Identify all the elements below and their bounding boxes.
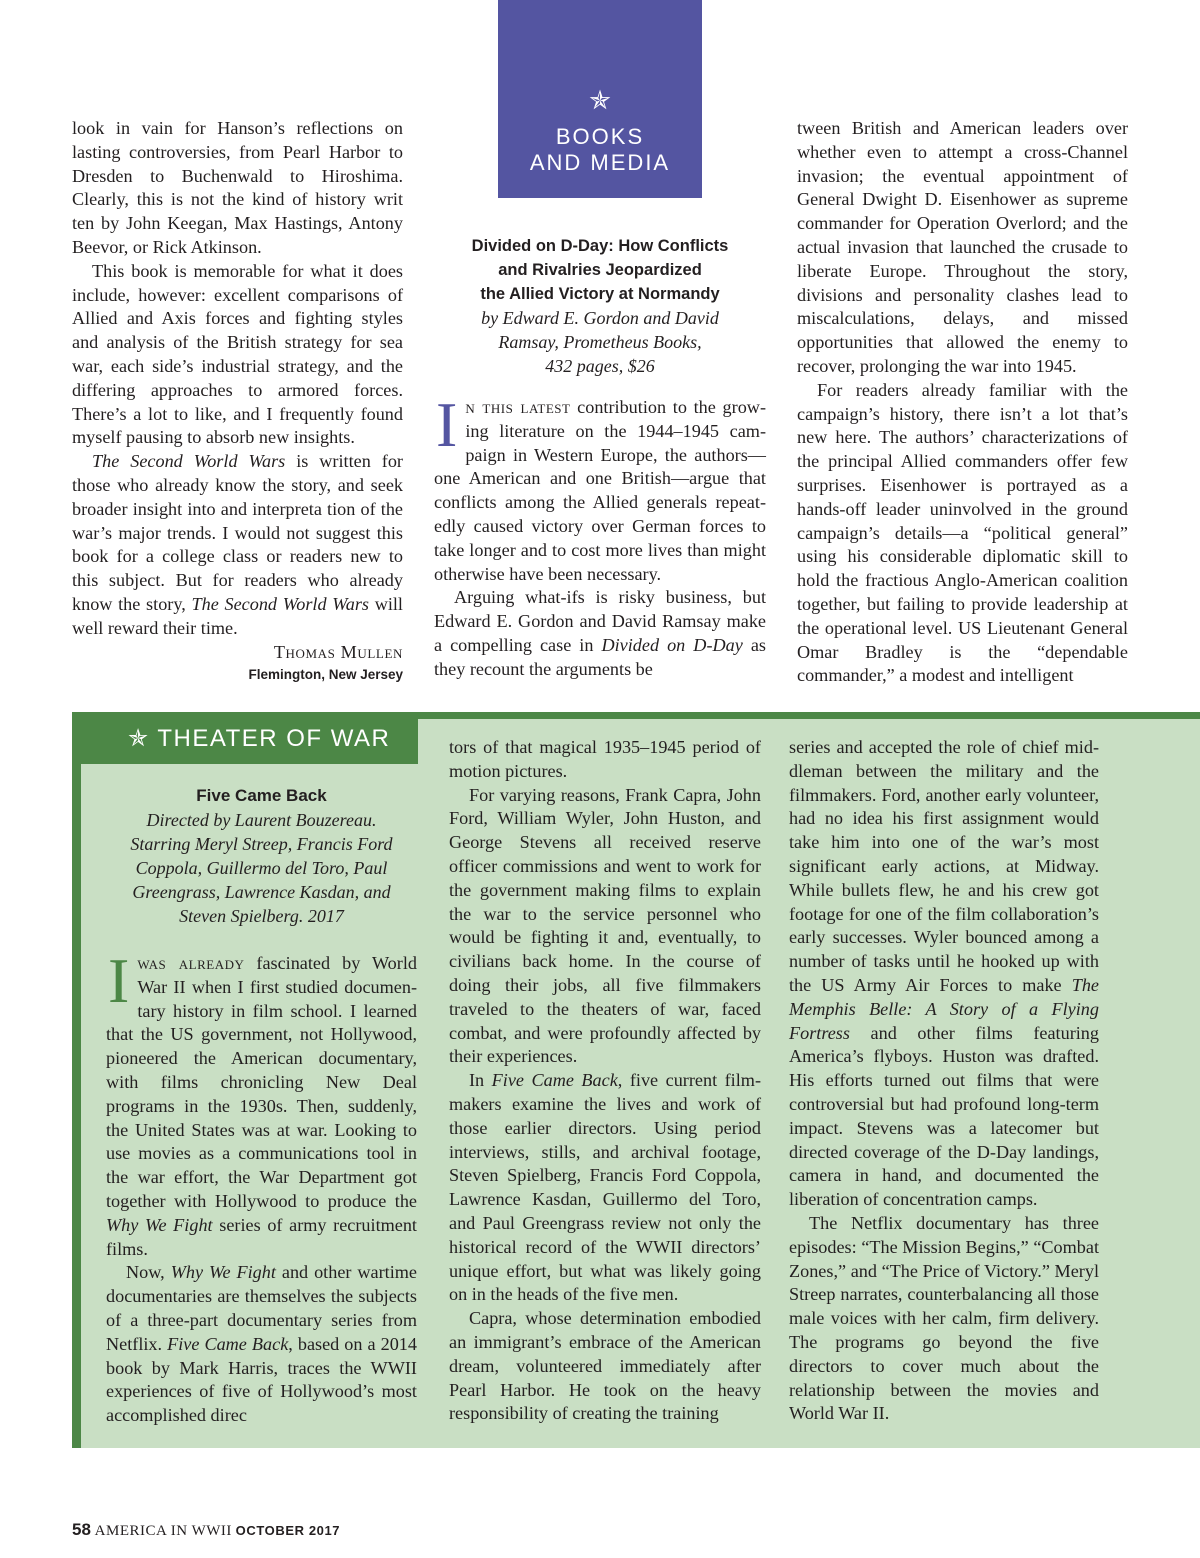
book-heading — [434, 234, 766, 378]
lead-in: was already — [137, 953, 245, 973]
body-paragraph: The Second World Wars is written for those who already know the story, and seek broader insight into and interpreta tion of the war’s major trends. I would not suggest this book for a college class or readers new to this subject. But for readers who already know the story, The Second World Wars will well reward their time. — [72, 451, 403, 638]
drop-cap: I — [108, 945, 130, 1016]
film-credits: Directed by Laurent Bouzereau. — [146, 810, 377, 830]
panel-border-top — [418, 712, 1200, 719]
book-title-line: Divided on D-Day: How Conflicts — [471, 237, 729, 255]
book-title-line: and Rivalries Jeopardized — [498, 261, 702, 279]
film-credits: Starring Meryl Streep, Francis Ford — [130, 834, 393, 854]
drop-cap: I — [436, 389, 458, 460]
film-title-italic: Five Came Back — [167, 1333, 289, 1354]
panel-border-left — [72, 712, 81, 1448]
books-and-media-header — [498, 0, 702, 198]
section-title-books-and-media — [498, 124, 702, 176]
body-paragraph: For varying reasons, Frank Capra, John Ford, William Wyler, John Huston, and George Stevens all received reserve officer commissions and went to work for the government making films to explain the war to the service personnel who would be fighting it and, eventually, to civilians back home. In the course of doing their jobs, all five filmmakers traveled to the theaters of war, faced combat, and were profoundly affected by their experiences. — [449, 784, 761, 1067]
body-paragraph: This book is memorable for what it does include, however: excellent comparisons of Allied and Axis forces and fighting styles and analysis of the British strategy for sea war, each side’s industrial strategy, and the differing approaches to armored forces. There’s a lot to like, and I frequently found myself pausing to absorb new insights. — [72, 260, 403, 448]
theater-column-3 — [789, 736, 1099, 1426]
film-credits: Steven Spielberg. 2017 — [179, 906, 344, 926]
review-1-column — [72, 117, 403, 686]
body-paragraph: The Netflix documentary has three episodes: “The Mission Begins,” “Combat Zones,” and “The Price of Victory.” Meryl Streep narrates, counterbalancing all those male voices with her calm, firm delivery. The programs go beyond the five directors to cover much about the relationship between the movies and World War II. — [789, 1212, 1099, 1424]
film-credits: Coppola, Guillermo del Toro, Paul — [135, 858, 388, 878]
body-paragraph: tween British and American leaders over whether even to attempt a cross-Channel invasion; the eventual appointment of General Dwight D. Eisenhower as supreme commander for Operation Overlord; and the actual invasion that launched the crusade to liberate Europe. Throughout the story, divisions and personality clashes lead to miscalculations, delays, and missed opportunities that allowed the enemy to recover, prolonging the war into 1945. — [797, 118, 1128, 376]
film-title: Five Came Back — [196, 786, 327, 805]
body-paragraph: Arguing what-ifs is risky business, but Edward E. Gordon and David Ramsay make a compelling case in Divided on D-Day as they recount the arguments be — [434, 587, 766, 679]
book-byline: Ramsay, Prometheus Books, — [498, 332, 702, 352]
body-paragraph: In this latest contribution to the growing literature on the 1944–1945 campaign in Western Europe, the authors—one American and one British—argue that conflicts among the Allied generals repeatedly caused victory over German forces to take longer and to cost more lives than might otherwise have been necessary. — [434, 389, 766, 584]
film-title-italic: Five Came Back — [491, 1070, 618, 1091]
book-title-italic: Divided on D-Day — [601, 634, 743, 655]
reviewer-name: Thomas Mullen — [273, 641, 403, 662]
film-title-italic: Why We Fight — [170, 1262, 276, 1283]
film-credits: Greengrass, Lawrence Kasdan, and — [132, 882, 391, 902]
magazine-name: AMERICA IN WWII — [94, 1523, 232, 1539]
review-2-column-1 — [434, 234, 766, 682]
film-title-italic: Why We Fight — [106, 1214, 213, 1235]
section-title-line: AND MEDIA — [529, 150, 671, 175]
body-paragraph: Capra, whose determination embodied an immigrant’s embrace of the American dream, volunteered immediately after Pearl Harbor. He took on the heavy responsibility of creating the training — [449, 1308, 761, 1424]
lead-in: n this latest — [465, 397, 571, 417]
body-paragraph: look in vain for Hanson’s reflections on lasting controversies, from Pearl Harbor to Dresden to Buchenwald to Hiroshima. Clearly, this is not the kind of history writ ten by John Keegan, Max Hastings, Antony Beevor, or Rick Atkinson. — [72, 118, 403, 257]
book-title-italic: The Second World Wars — [92, 451, 286, 472]
section-title-line: BOOKS — [555, 124, 645, 149]
book-title-line: the Allied Victory at Normandy — [480, 285, 720, 303]
section-title-theater-of-war: ✯ THEATER OF WAR — [128, 725, 391, 752]
book-byline: 432 pages, $26 — [545, 356, 655, 376]
body-paragraph: For readers already familiar with the campaign’s history, there isn’t a lot that’s new here. The authors’ characterizations of the principal Allied commanders offer few surprises. Eisenhower is portrayed as a hands-off leader uninvolved in the ground campaign’s details—a “political general” using his considerable diplomatic skill to hold the fractious Anglo-American coalition together, but failing to provide leadership at the operational level. US Lieutenant General Omar Bradley is the “dependable commander,” a modest and intelligent — [797, 379, 1128, 686]
body-paragraph: Now, Why We Fight and other wartime documentaries are themselves the subjects of a three-part documentary series from Netflix. Five Came Back, based on a 2014 book by Mark Harris, traces the WWII experiences of five of Hollywood’s most accomplished direc — [106, 1262, 418, 1426]
theater-column-1 — [106, 784, 417, 1428]
body-paragraph: tors of that magical 1935–1945 period of motion pictures. — [449, 737, 761, 781]
issue-date: OCTOBER 2017 — [235, 1523, 341, 1538]
star-icon: ✯ — [128, 725, 150, 752]
film-title-italic: The Memphis Belle: A Story of a Flying Fortress — [789, 974, 1099, 1043]
body-paragraph: In Five Came Back, five current filmmakers examine the lives and work of those earlier directors. Using period interviews, stills, and archival footage, Steven Spielberg, Francis Ford Coppola, Lawrence Kasdan, Guillermo del Toro, and Paul Greengrass review not only the historical record of the WWII directors’ unique effort, but what was likely going on in the heads of the five men. — [449, 1070, 761, 1305]
theater-column-2 — [449, 736, 761, 1426]
book-byline: by Edward E. Gordon and David — [481, 308, 719, 328]
body-paragraph: series and accepted the role of chief middleman between the military and the filmmakers. Ford, another early volunteer, had no idea his first assignment would take him into one of the war’s most significant early actions, at Midway. While bullets flew, he and his crew got footage for one of the film collaboration’s early successes. Wyler bounced among a number of tasks until he hooked up with the US Army Air Forces to make The Memphis Belle: A Story of a Flying Fortress and other films featuring America’s flyboys. Huston was drafted. His efforts turned out films that were controversial but had profound long-term impact. Stevens was a latecomer but directed coverage of the D-Day landings, camera in hand, and documented the liberation of concentration camps. — [789, 737, 1099, 1210]
page-number: 58 — [72, 1520, 91, 1539]
star-icon: ✯ — [589, 86, 611, 115]
page-footer — [72, 1520, 340, 1541]
book-title-italic: The Second World Wars — [191, 593, 369, 614]
reviewer-location: Flemington, New Jersey — [248, 667, 403, 683]
body-paragraph: Iwas already fascinated by World War II when I first studied documentary history in film school. I learned that the US government, not Hollywood, pioneered the American documentary, with films chronicling New Deal programs in the 1930s. Then, suddenly, the United States was at war. Looking to use movies as a communications tool in the war effort, the War Department got together with Hollywood to produce the Why We Fight series of army recruitment films. — [106, 945, 417, 1259]
review-2-column-2 — [797, 117, 1128, 688]
